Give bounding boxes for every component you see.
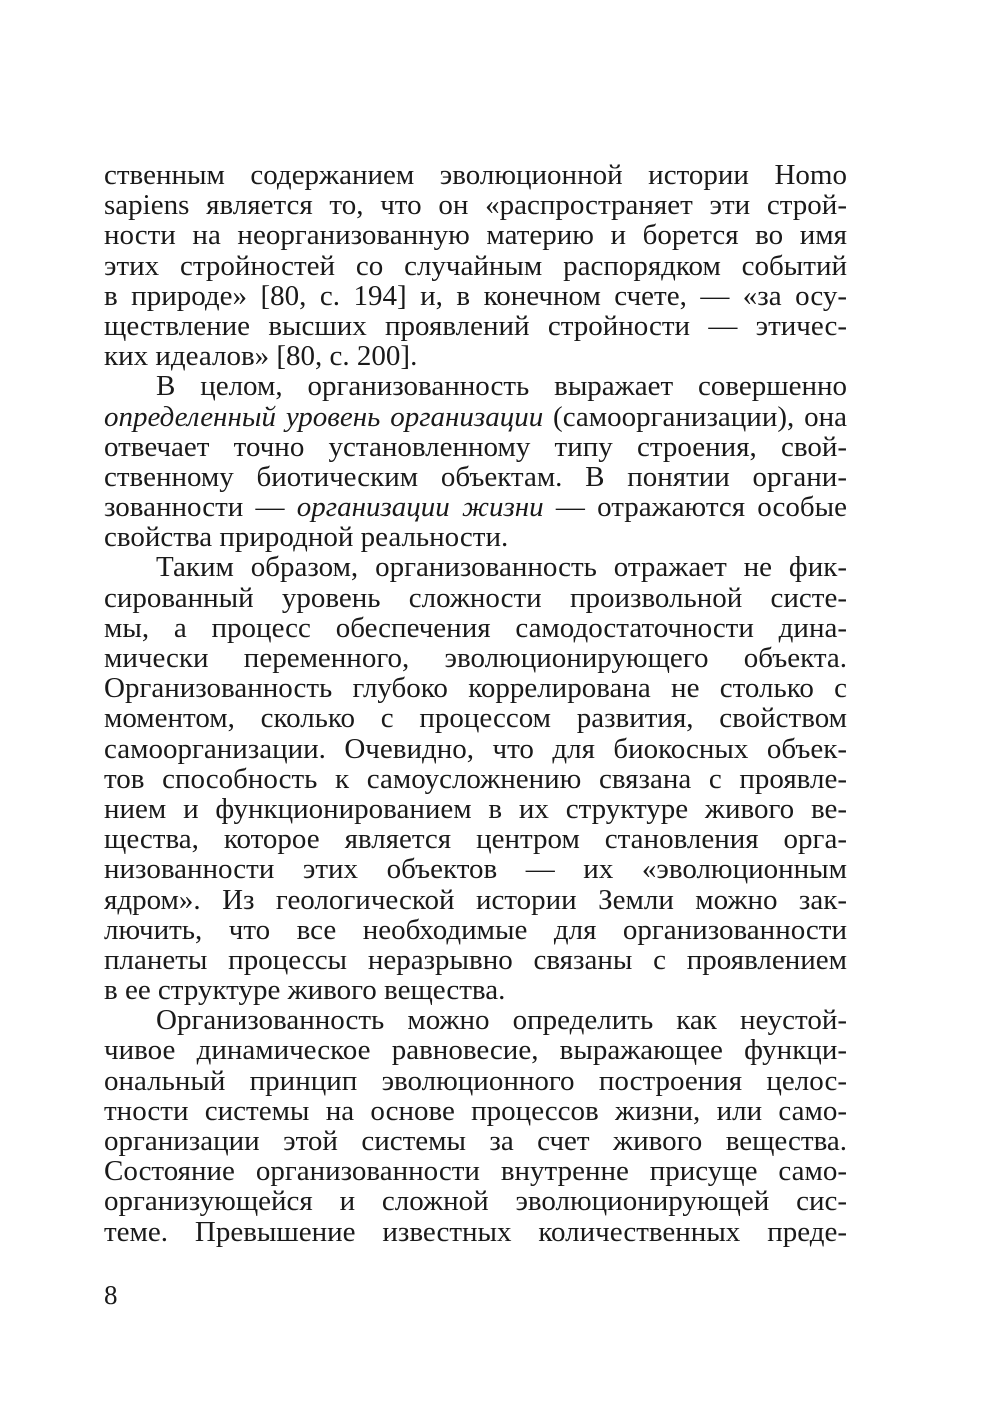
paragraph [104, 1005, 847, 1247]
text-line: мы, а процесс обеспечения самодостаточности дина- [104, 611, 847, 644]
paragraph [104, 552, 847, 1005]
text-line: Организованность глубоко коррелирована не столько с [104, 672, 847, 705]
text-line: ких идеалов» [80, с. 200]. [104, 340, 418, 373]
body-text [104, 160, 847, 1247]
text-line: этих стройностей со случайным распорядком событий [104, 249, 847, 282]
text-line: в ее структуре живого вещества. [104, 974, 506, 1007]
text-line: Организованность можно определить как неустой- [156, 1004, 847, 1037]
text-line: тов способность к самоусложнению связана с проявле- [104, 762, 847, 795]
italic-term: определенный уровень организации [104, 400, 544, 433]
text-fragment: зованности — [104, 491, 297, 524]
text-line: В целом, организованность выражает совершенно [156, 370, 847, 403]
text-line: свойства природной реальности. [104, 521, 509, 554]
text-line: сированный уровень сложности произвольной систе- [104, 581, 847, 614]
paragraph [104, 160, 847, 371]
text-line: ществление высших проявлений стройности — этичес- [104, 309, 847, 342]
text-line: теме. Превышение известных количественных преде- [104, 1215, 847, 1248]
text-line: ядром». Из геологической истории Земли можно зак- [104, 883, 847, 916]
text-line: низованности этих объектов — их «эволюционным [104, 853, 847, 886]
text-line: ственному биотическим объектам. В понятии органи- [104, 460, 847, 493]
text-line: Таким образом, организованность отражает не фик- [156, 551, 847, 584]
text-line: щества, которое является центром становления орга- [104, 823, 847, 856]
text-line: самоорганизации. Очевидно, что для биокосных объек- [104, 732, 847, 765]
text-line: Состояние организованности внутренне присуще само- [104, 1155, 847, 1188]
text-line: организации этой системы за счет живого вещества. [104, 1125, 847, 1157]
text-line [104, 402, 847, 432]
italic-term: организации жизни [296, 491, 544, 524]
paragraph [104, 371, 847, 552]
text-line: организующейся и сложной эволюционирующей сис- [104, 1185, 847, 1218]
text-line: ности на неорганизованную материю и борется во имя [104, 219, 847, 252]
text-line [104, 492, 847, 522]
text-line: чивое динамическое равновесие, выражающее функци- [104, 1034, 847, 1067]
text-line: мически переменного, эволюционирующего объекта. [104, 642, 847, 674]
text-line: ственным содержанием эволюционной истории Homo [104, 159, 847, 191]
text-line: тности системы на основе процессов жизни, или само- [104, 1094, 847, 1127]
text-line: sapiens является то, что он «распространяет эти строй- [104, 189, 847, 222]
text-fragment: (самоорганизации), она [543, 400, 847, 433]
text-line: лючить, что все необходимые для организованности [104, 913, 847, 946]
text-line: в природе» [80, с. 194] и, в конечном счете, — «за осу- [104, 279, 847, 312]
text-line: планеты процессы неразрывно связаны с проявлением [104, 943, 847, 976]
text-fragment: — отражаются особые [543, 491, 847, 524]
text-line: отвечает точно установленному типу строения, свой- [104, 430, 847, 463]
text-line: ональный принцип эволюционного построения целос- [104, 1064, 847, 1097]
page-number: 8 [104, 1280, 118, 1310]
text-line: моментом, сколько с процессом развития, свойством [104, 702, 847, 735]
text-line: нием и функционированием в их структуре живого ве- [104, 792, 847, 825]
